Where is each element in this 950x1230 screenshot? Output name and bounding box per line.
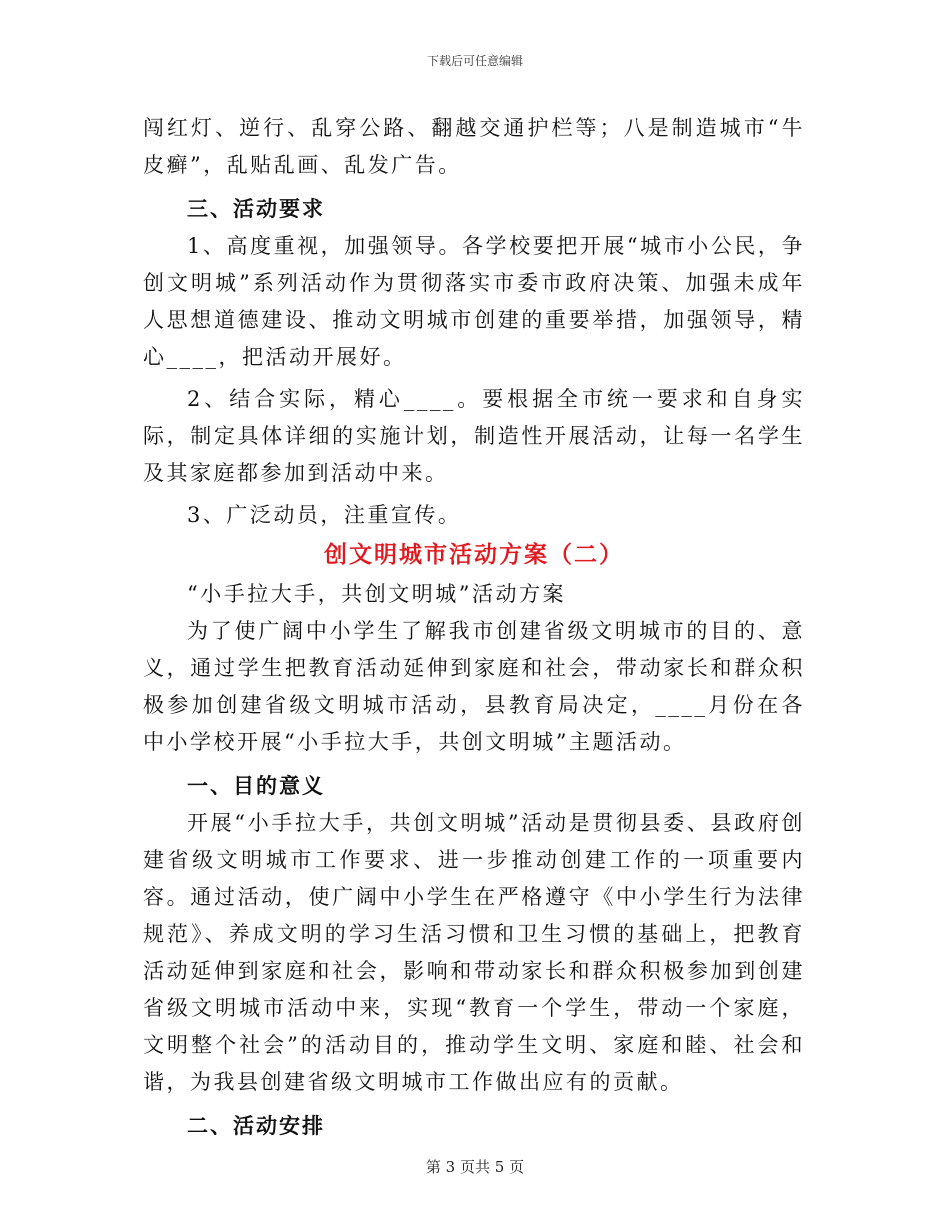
paragraph-requirement-3: 3、广泛动员，注重宣传。 bbox=[187, 503, 462, 527]
section-heading-requirements: 三、活动要求 bbox=[187, 197, 325, 221]
paragraph-continuation: 闯红灯、逆行、乱穿公路、翻越交通护栏等；八是制造城市“牛皮癣”，乱贴乱画、乱发广告。 bbox=[143, 116, 805, 177]
paragraph-intro: 为了使广阔中小学生了解我市创建省级文明城市的目的、意义，通过学生把教育活动延伸到家庭和社会，带动家长和群众积极参加创建省级文明城市活动，县教育局决定，____月份在各中小学校开展“小手拉大手，共创文明城”主题活动。 bbox=[143, 619, 805, 754]
paragraph-purpose: 开展“小手拉大手，共创文明城”活动是贯彻县委、县政府创建省级文明城市工作要求、进一步推动创建工作的一项重要内容。通过活动，使广阔中小学生在严格遵守《中小学生行为法律规范》、养成文明的学习生活习惯和卫生习惯的基础上，把教育活动延伸到家庭和社会，影响和带动家长和群众积极参加到创建省级文明城市活动中来，实现“教育一个学生，带动一个家庭，文明整个社会”的活动目的，推动学生文明、家庭和睦、社会和谐，为我县创建省级文明城市工作做出应有的贡献。 bbox=[143, 811, 805, 1094]
section-heading-arrangement: 二、活动安排 bbox=[187, 1114, 325, 1138]
document-body bbox=[143, 110, 805, 1145]
document-title: 创文明城市活动方案（二） bbox=[324, 542, 624, 568]
document-subtitle: “小手拉大手，共创文明城”活动方案 bbox=[187, 582, 566, 606]
paragraph-requirement-1: 1、高度重视，加强领导。各学校要把开展“城市小公民，争创文明城”系列活动作为贯彻落实市委市政府决策、加强未成年人思想道德建设、推动文明城市创建的重要举措，加强领导，精心____，把活动开展好。 bbox=[143, 234, 805, 369]
page-header: 下载后可任意编辑 bbox=[426, 54, 523, 68]
paragraph-requirement-2: 2、结合实际，精心____。要根据全市统一要求和自身实际，制定具体详细的实施计划，制造性开展活动，让每一名学生及其家庭都参加到活动中来。 bbox=[143, 387, 805, 485]
section-heading-purpose: 一、目的意义 bbox=[187, 774, 325, 798]
page-footer: 第 3 页共 5 页 bbox=[425, 1158, 525, 1176]
